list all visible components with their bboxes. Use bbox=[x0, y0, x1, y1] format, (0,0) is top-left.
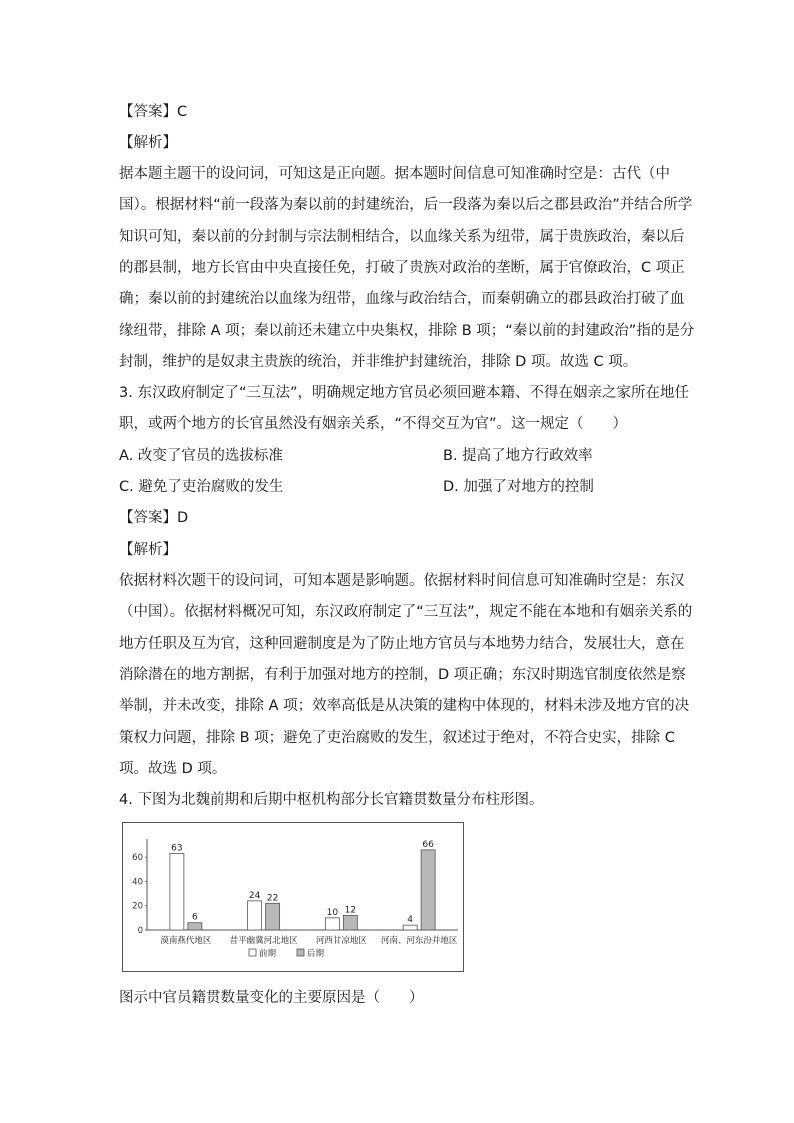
bar-early bbox=[325, 918, 339, 930]
data-label: 6 bbox=[192, 912, 198, 923]
y-tick-label: 0 bbox=[137, 926, 143, 936]
analysis-line: 国）。根据材料“前一段落为秦以前的封建统治，后一段落为秦以后之郡县政治”并结合所学 bbox=[119, 197, 693, 213]
q3-answer: 【答案】D bbox=[119, 510, 189, 526]
bar-chart bbox=[122, 822, 464, 972]
analysis-line: 地方任职及互为官，这种回避制度是为了防止地方官员与本地势力结合，发展壮大，意在 bbox=[119, 636, 685, 652]
q2-analysis-label: 【解析】 bbox=[119, 135, 177, 151]
analysis-line: 缘纽带，排除 A 项；秦以前还未建立中央集权，排除 B 项；“秦以前的封建政治”指的是分 bbox=[119, 323, 695, 339]
q3-analysis-label: 【解析】 bbox=[119, 542, 177, 558]
data-label: 4 bbox=[407, 915, 413, 926]
data-label: 66 bbox=[422, 839, 434, 850]
bar-early bbox=[403, 925, 417, 930]
bar-late bbox=[421, 850, 435, 930]
y-tick-label: 40 bbox=[132, 877, 143, 888]
chart-canvas bbox=[123, 823, 463, 971]
legend-label: 后期 bbox=[307, 949, 325, 959]
analysis-line: 知识可知，秦以前的分封制与宗法制相结合，以血缘关系为纽带，属于贵族政治，秦以后 bbox=[119, 229, 685, 245]
data-label: 12 bbox=[344, 905, 357, 916]
analysis-line: 据本题主题干的设问词，可知这是正向题。据本题时间信息可知准确时空是：古代（中 bbox=[119, 166, 670, 182]
data-label: 24 bbox=[248, 890, 261, 901]
q4-stem: 4. 下图为北魏前期和后期中枢机构部分长官籍贯数量分布柱形图。 bbox=[119, 792, 544, 808]
x-tick-label: 河南、河东汾并地区 bbox=[380, 936, 458, 946]
option-a: A. 改变了官员的选拔标准 bbox=[119, 448, 283, 464]
analysis-line: 封制，维护的是奴隶主贵族的统治，并非维护封建统治，排除 D 项。故选 C 项。 bbox=[119, 354, 638, 370]
analysis-line: （中国）。依据材料概况可知，东汉政府制定了“三互法”，规定不能在本地和有姻亲关系的 bbox=[119, 604, 693, 620]
analysis-line: 的郡县制，地方长官由中央直接任免，打破了贵族对政治的垄断，属于官僚政治，C 项正 bbox=[119, 260, 685, 276]
option-c: C. 避免了吏治腐败的发生 bbox=[119, 479, 284, 495]
y-tick-label: 60 bbox=[132, 853, 143, 864]
legend-swatch bbox=[297, 949, 304, 956]
option-d: D. 加强了对地方的控制 bbox=[443, 479, 594, 495]
y-tick-label: 20 bbox=[132, 901, 143, 912]
analysis-line: 策权力问题，排除 B 项；避免了吏治腐败的发生，叙述过于绝对，不符合史实，排除 C bbox=[119, 730, 675, 746]
x-tick-label: 昔平幽冀河北地区 bbox=[229, 936, 298, 946]
legend-swatch bbox=[249, 949, 256, 956]
q2-answer: 【答案】C bbox=[119, 104, 188, 120]
data-label: 22 bbox=[266, 893, 279, 904]
q4-question: 图示中官员籍贯数量变化的主要原因是（ ） bbox=[119, 990, 424, 1006]
bar-late bbox=[188, 923, 202, 930]
analysis-line: 举制，并未改变，排除 A 项；效率高低是从决策的建构中体现的，材料未涉及地方官的决 bbox=[119, 698, 690, 714]
bar-late bbox=[266, 903, 280, 930]
analysis-line: 消除潜在的地方割据，有利于加强对地方的控制，D 项正确；东汉时期选官制度依然是察 bbox=[119, 667, 686, 683]
x-tick-label: 漠南燕代地区 bbox=[160, 936, 212, 946]
analysis-line: 项。故选 D 项。 bbox=[119, 761, 227, 777]
legend-label: 前期 bbox=[259, 949, 277, 959]
analysis-line: 确；秦以前的封建统治以血缘为纽带，血缘与政治结合，而秦朝确立的郡县政治打破了血 bbox=[119, 291, 685, 307]
stem-line: 3. 东汉政府制定了“三互法”，明确规定地方官员必须回避本籍、不得在姻亲之家所在地任 bbox=[119, 385, 689, 401]
bar-late bbox=[343, 915, 357, 930]
data-label: 10 bbox=[326, 907, 339, 918]
analysis-line: 依据材料次题干的设问词，可知本题是影响题。依据材料时间信息可知准确时空是：东汉 bbox=[119, 573, 685, 589]
option-b: B. 提高了地方行政效率 bbox=[443, 448, 593, 464]
x-tick-label: 河西甘凉地区 bbox=[315, 936, 367, 946]
bar-early bbox=[170, 854, 184, 931]
bar-early bbox=[248, 901, 262, 930]
data-label: 63 bbox=[171, 843, 183, 854]
stem-line: 职，或两个地方的长官虽然没有姻亲关系，“不得交互为官”。这一规定（ ） bbox=[119, 416, 628, 432]
